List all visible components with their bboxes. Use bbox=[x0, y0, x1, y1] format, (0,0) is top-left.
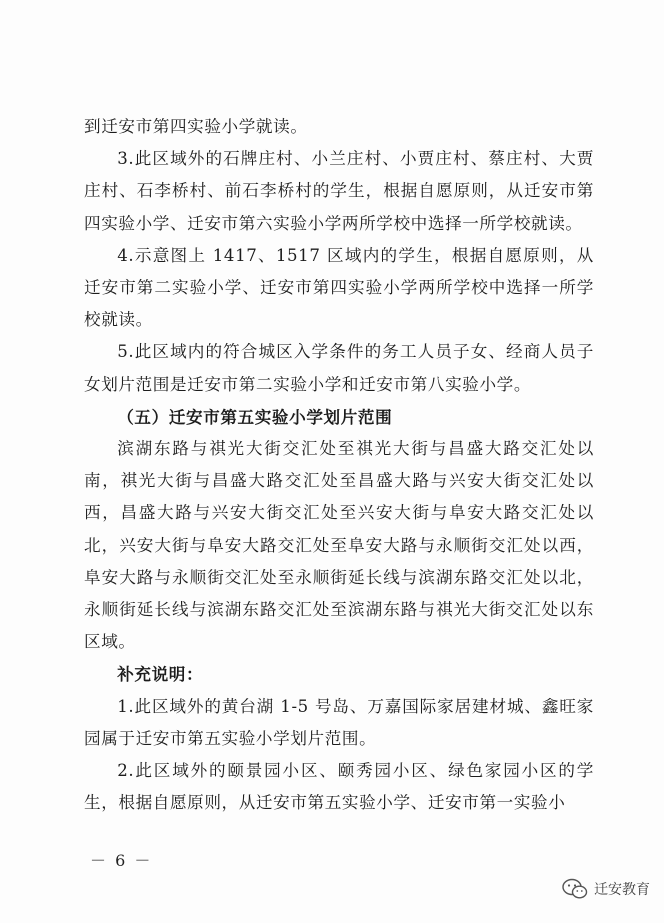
paragraph-continuation: 到迁安市第四实验小学就读。 bbox=[84, 117, 308, 136]
paragraph-item-3: 3.此区域外的石牌庄村、小兰庄村、小贾庄村、蔡庄村、大贾庄村、石李桥村、前石李桥村的学生，根据自愿原则，从迁安市第四实验小学、迁安市第六实验小学两所学校中选择一所学校就读。 bbox=[84, 149, 594, 233]
note-item-2: 2.此区域外的颐景园小区、颐秀园小区、绿色家园小区的学生，根据自愿原则，从迁安市第五实验小学、迁安市第一实验小 bbox=[84, 761, 594, 813]
page-number: － 6 － bbox=[90, 851, 153, 870]
watermark bbox=[562, 878, 650, 900]
section-text: 滨湖东路与祺光大街交汇处至祺光大街与昌盛大路交汇处以南，祺光大街与昌盛大路交汇处至昌盛大路与兴安大街交汇处以西，昌盛大路与兴安大街交汇处至兴安大街与阜安大路交汇处以北，兴安大街与阜安大路交汇处至阜安大路与永顺街交汇处以西，阜安大路与永顺街交汇处至永顺街延长线与滨湖东路交汇处以北，永顺街延长线与滨湖东路交汇处至滨湖东路与祺光大街交汇处以东区域。 bbox=[84, 439, 594, 652]
note-heading: 补充说明： bbox=[117, 664, 204, 685]
wechat-icon bbox=[562, 878, 588, 900]
section-heading: （五）迁安市第五实验小学划片范围 bbox=[117, 406, 393, 427]
paragraph-item-4: 4.示意图上 1417、1517 区域内的学生，根据自愿原则，从迁安市第二实验小学、迁安市第四实验小学两所学校中选择一所学校就读。 bbox=[84, 245, 594, 330]
watermark-label: 迁安教育 bbox=[594, 882, 650, 898]
note-item-1: 1.此区域外的黄台湖 1-5 号岛、万嘉国际家居建材城、鑫旺家园属于迁安市第五实验小学划片范围。 bbox=[84, 696, 594, 748]
document-body bbox=[84, 111, 594, 819]
paragraph-item-5: 5.此区域内的符合城区入学条件的务工人员子女、经商人员子女划片范围是迁安市第二实验小学和迁安市第八实验小学。 bbox=[84, 342, 594, 394]
